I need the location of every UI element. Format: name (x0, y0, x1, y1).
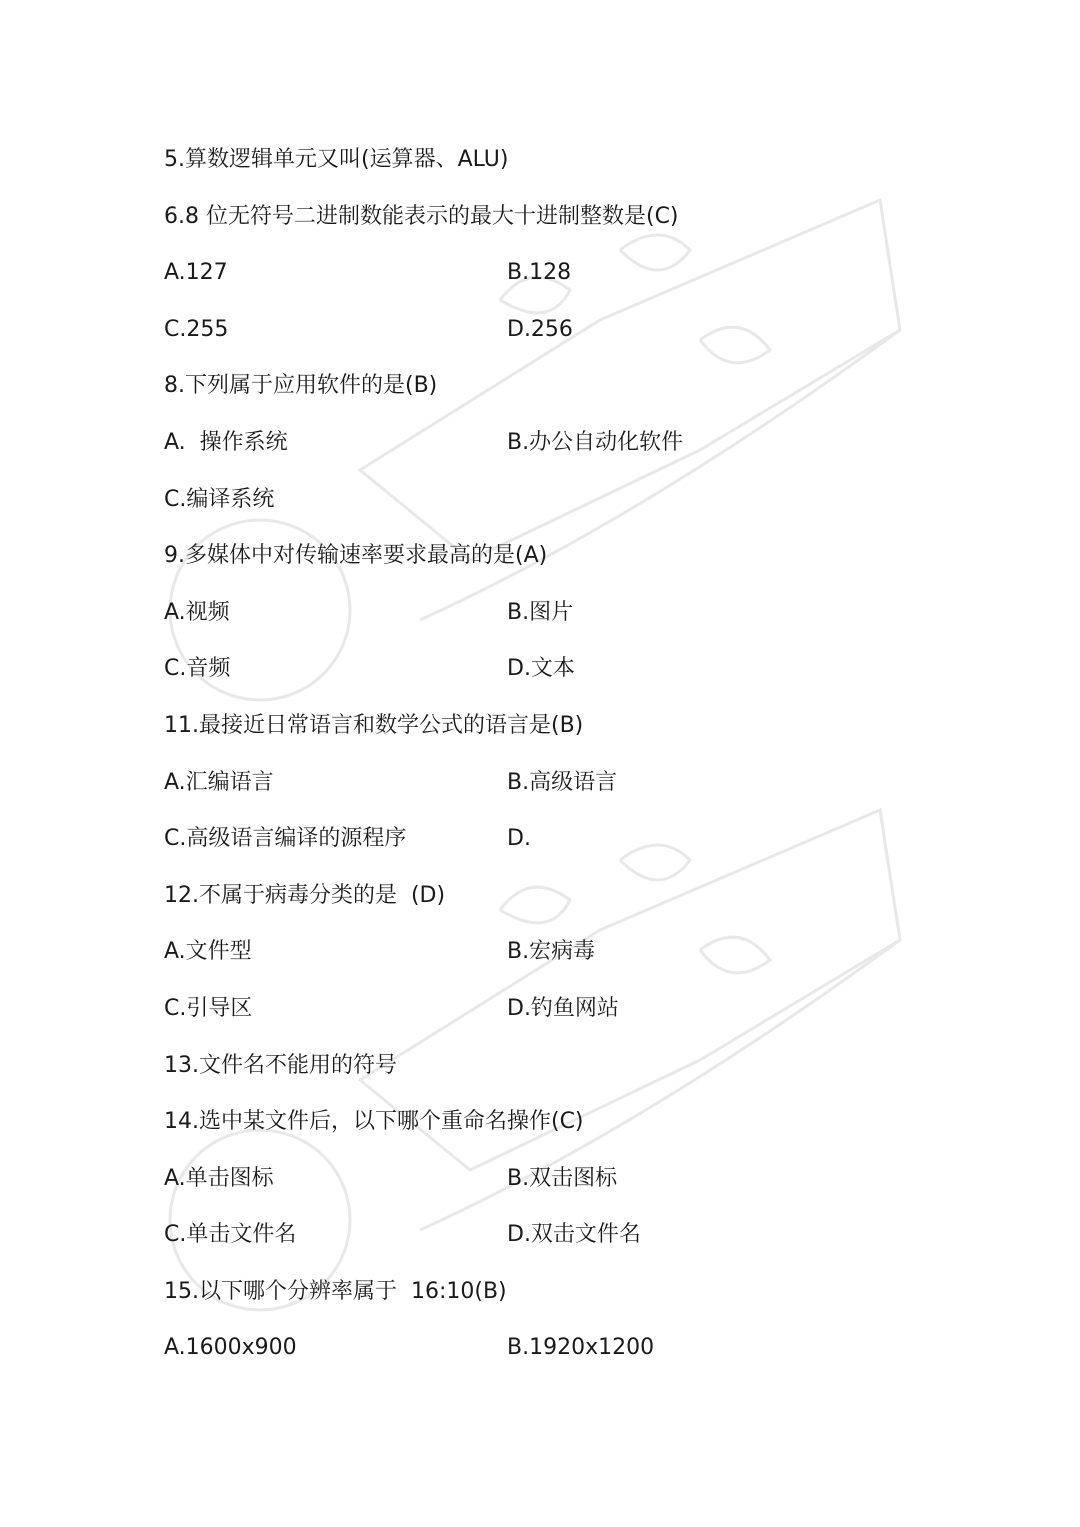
option-left: A.汇编语言 (164, 769, 274, 795)
question-line (164, 1272, 964, 1329)
question-text: 9.多媒体中对传输速率要求最高的是(A) (164, 543, 548, 569)
option-left: A.视频 (164, 599, 230, 625)
option-right: B.高级语言 (507, 769, 618, 795)
option-left: A. 操作系统 (164, 429, 288, 455)
option-left: C.255 (164, 316, 229, 342)
question-text: 5.算数逻辑单元又叫(运算器、ALU) (164, 147, 509, 172)
option-left: C.高级语言编译的源程序 (164, 826, 407, 852)
options-line (164, 763, 964, 820)
document-body (164, 140, 964, 1385)
option-right: B.办公自动化软件 (507, 429, 684, 455)
question-text: 6.8 位无符号二进制数能表示的最大十进制整数是(C) (164, 203, 679, 229)
question-text: 11.最接近日常语言和数学公式的语言是(B) (164, 712, 584, 738)
question-text: 14.选中某文件后，以下哪个重命名操作(C) (164, 1109, 584, 1135)
question-line (164, 197, 964, 254)
question-text: 12.不属于病毒分类的是 (D) (164, 882, 446, 908)
option-right: B.宏病毒 (507, 939, 596, 965)
question-text: 8.下列属于应用软件的是(B) (164, 373, 438, 399)
option-left: A.文件型 (164, 939, 252, 965)
option-right: D. (507, 826, 531, 852)
option-right: B.128 (507, 260, 572, 286)
question-text: 13.文件名不能用的符号 (164, 1052, 397, 1078)
question-line (164, 1102, 964, 1159)
options-line (164, 1328, 964, 1385)
question-line (164, 366, 964, 423)
options-line (164, 1215, 964, 1272)
option-left: C.音频 (164, 656, 231, 682)
options-line (164, 423, 964, 480)
question-line (164, 706, 964, 763)
option-right: D.钓鱼网站 (507, 995, 619, 1021)
question-line (164, 876, 964, 933)
question-line (164, 536, 964, 593)
option-left: A.1600x900 (164, 1335, 297, 1361)
option-right: B.图片 (507, 599, 574, 625)
option-right: B.双击图标 (507, 1165, 618, 1191)
question-line (164, 140, 964, 197)
option-right: D.双击文件名 (507, 1222, 641, 1248)
options-line (164, 1159, 964, 1216)
options-line (164, 593, 964, 650)
options-line (164, 253, 964, 310)
option-left: A.127 (164, 260, 228, 286)
option-right: D.256 (507, 316, 573, 342)
option-left: C.编译系统 (164, 486, 275, 512)
options-line (164, 989, 964, 1046)
option-right (507, 480, 964, 537)
options-line (164, 480, 964, 537)
option-left: C.引导区 (164, 995, 253, 1021)
option-left: C.单击文件名 (164, 1222, 297, 1248)
question-text: 15.以下哪个分辨率属于 16:10(B) (164, 1278, 507, 1304)
option-left: A.单击图标 (164, 1165, 274, 1191)
options-line (164, 819, 964, 876)
question-line (164, 1046, 964, 1103)
option-right: B.1920x1200 (507, 1335, 655, 1361)
options-line (164, 932, 964, 989)
options-line (164, 649, 964, 706)
options-line (164, 310, 964, 367)
option-right: D.文本 (507, 656, 575, 682)
